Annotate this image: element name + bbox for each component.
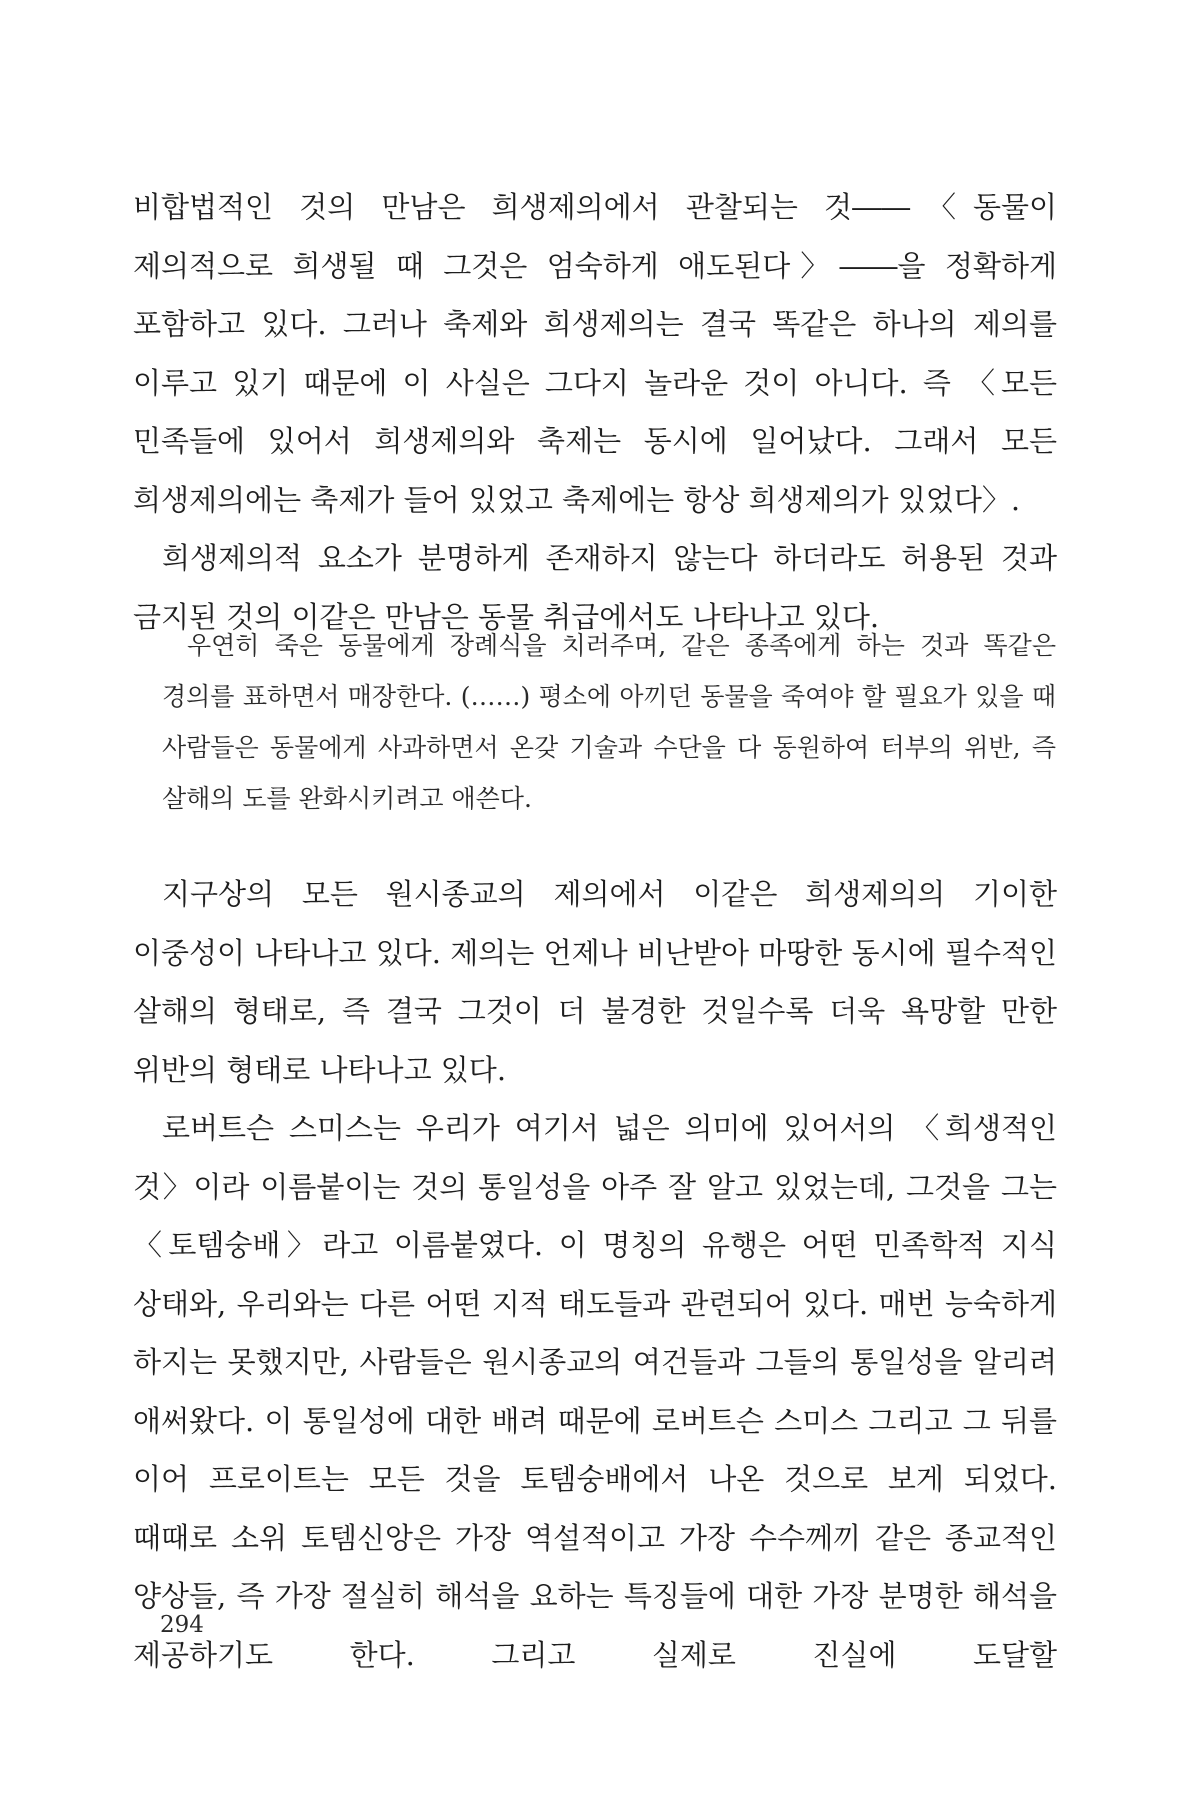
- quote-paragraph: 우연히 죽은 동물에게 장례식을 치러주며, 같은 종족에게 하는 것과 똑같은 경의를 표하면서 매장한다. (……) 평소에 아끼던 동물을 죽여야 할 필요가 있을 때 사람들은 동물에게 사과하면서 온갖 기술과 수단을 다 동원하여 터부의 위반, 즉 살해의 도를 완화시키려고 애쓴다.: [162, 631, 1056, 813]
- page-number: 294: [160, 1612, 204, 1638]
- paragraph-3: 지구상의 모든 원시종교의 제의에서 이같은 희생제의의 기이한 이중성이 나타나고 있다. 제의는 언제나 비난받아 마땅한 동시에 필수적인 살해의 형태로, 즉 결국 그것이 더 불경한 것일수록 더욱 욕망할 만한 위반의 형태로 나타나고 있다.: [133, 877, 1057, 1087]
- paragraph-2: 희생제의적 요소가 분명하게 존재하지 않는다 하더라도 허용된 것과 금지된 것의 이같은 만남은 동물 취급에서도 나타나고 있다.: [133, 541, 1057, 634]
- block-quote: [162, 620, 1056, 824]
- text-block-upper: [133, 178, 1057, 646]
- paragraph-4: 로버트슨 스미스는 우리가 여기서 넓은 의미에 있어서의 〈희생적인 것〉이라 이름붙이는 것의 통일성을 아주 잘 알고 있었는데, 그것을 그는 〈토템숭배〉라고 이름붙였다. 이 명칭의 유행은 어떤 민족학적 지식 상태와, 우리와는 다른 어떤 지적 태도들과 관련되어 있다. 매번 능숙하게 하지는 못했지만, 사람들은 원시종교의 여건들과 그들의 통일성을 알리려 애써왔다. 이 통일성에 대한 배려 때문에 로버트슨 스미스 그리고 그 뒤를 이어 프로이트는 모든 것을 토템숭배에서 나온 것으로 보게 되었다. 때때로 소위 토템신앙은 가장 역설적이고 가장 수수께끼 같은 종교적인 양상들, 즉 가장 절실히 해석을 요하는 특징들에 대한 가장 분명한 해석을 제공하기도 한다. 그리고 실제로 진실에 도달할: [133, 1111, 1057, 1672]
- paragraph-1: 비합법적인 것의 만남은 희생제의에서 관찰되는 것――〈동물이 제의적으로 희생될 때 그것은 엄숙하게 애도된다〉――을 정확하게 포함하고 있다. 그러나 축제와 희생제의는 결국 똑같은 하나의 제의를 이루고 있기 때문에 이 사실은 그다지 놀라운 것이 아니다. 즉 〈모든 민족들에 있어서 희생제의와 축제는 동시에 일어났다. 그래서 모든 희생제의에는 축제가 들어 있었고 축제에는 항상 희생제의가 있었다〉.: [133, 190, 1057, 517]
- text-block-lower: [133, 865, 1057, 1684]
